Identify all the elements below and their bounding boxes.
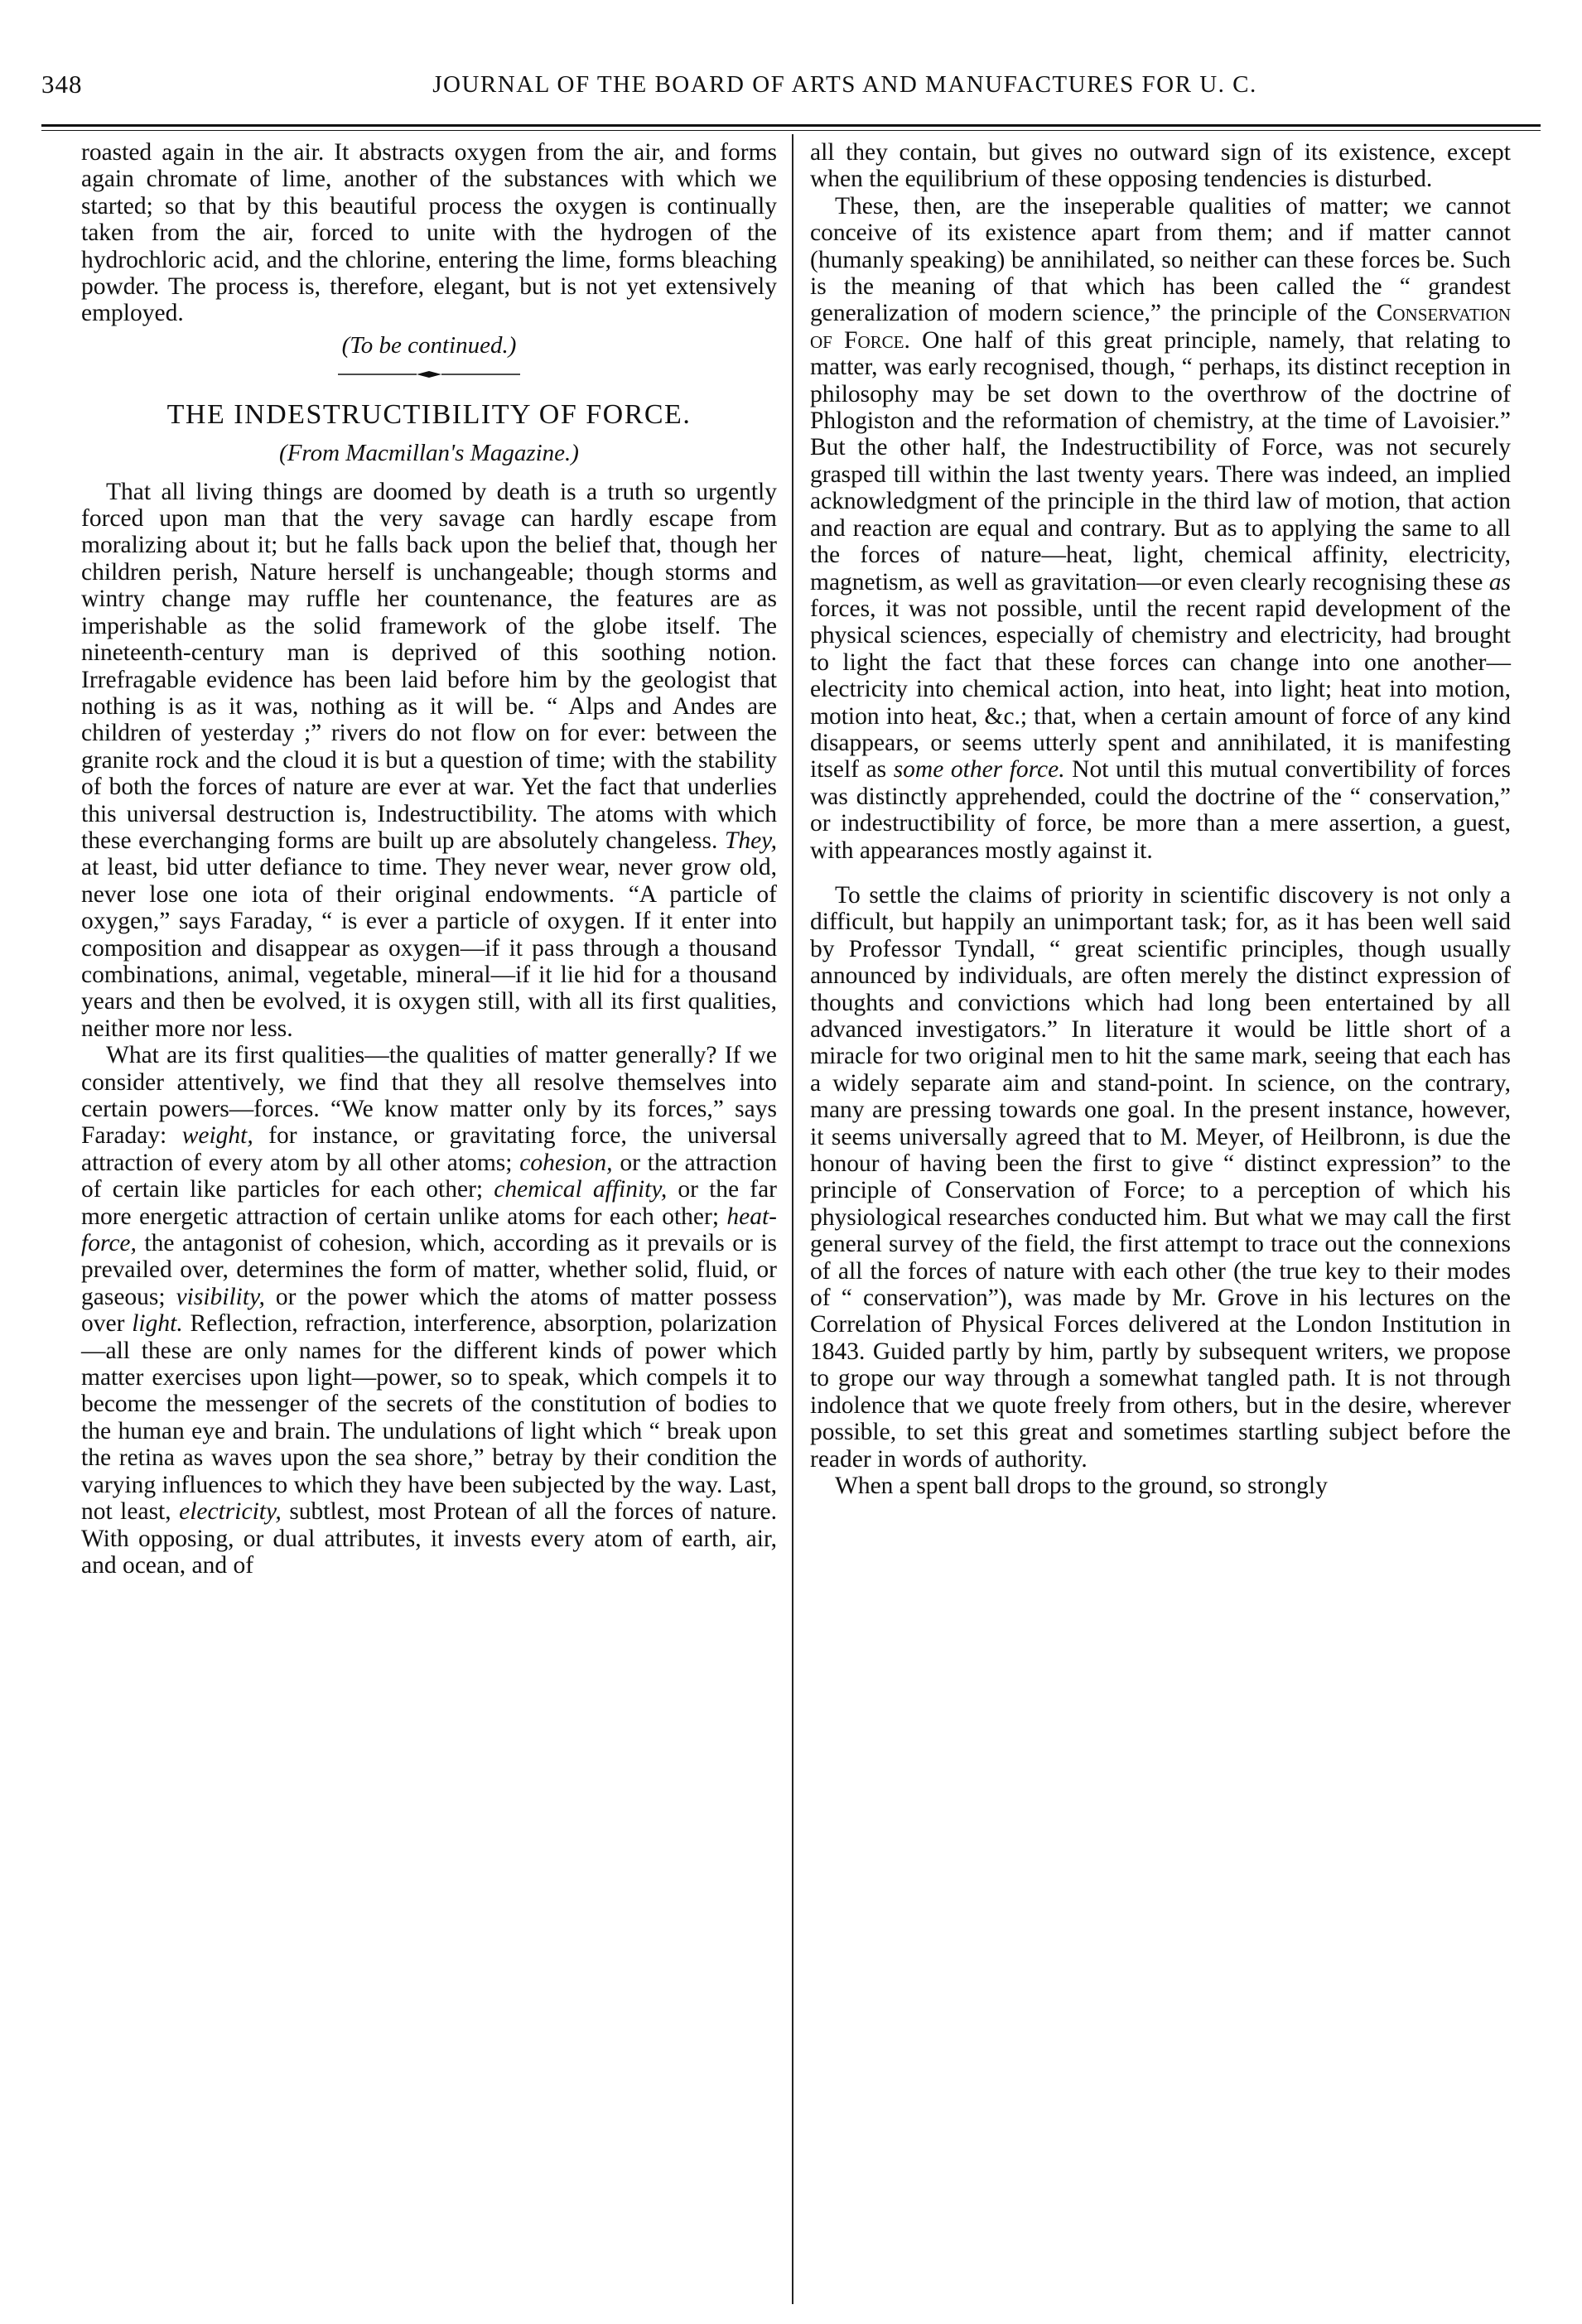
body-paragraph: When a spent ball drops to the ground, so strongly	[835, 1472, 1328, 1499]
body-paragraph: That all living things are doomed by death is a truth so urgently forced upon man that the very savage can hardly escape from moralizing about it; but he falls back upon the belief that, though her children perish, Nature herself is unchangeable; though storms and wintry change may ruffle her countenance, the features are as imperishable as the solid framework of the globe itself. The nineteenth-century man is deprived of this soothing notion. Irrefragable evidence has been laid before him by the geologist that nothing is as it was, nothing as it will be. “ Alps and Andes are children of yesterday ;” rivers do not flow on for ever: between the granite rock and the cloud it is but a question of time; with the stability of both the forces of nature are ever at war. Yet the fact that underlies this universal destruction is, Indestructibility. The atoms with which these everchanging forms are built up are absolutely changeless. They, at least, bid utter defiance to time. They never wear, never grow old, never lose one iota of their original endowments. “A particle of oxygen,” says Faraday, “ is ever a particle of oxygen. If it enter into composition and disappear as oxygen—if it pass through a thousand combinations, animal, vegetable, mineral—if it lie hid for a thousand years and then be evolved, it is oxygen still, with all its first qualities, neither more nor less.	[81, 478, 778, 1042]
continued-paragraph: roasted again in the air. It abstracts oxygen from the air, and forms again chromate of lime, another of the substances with which we started; so that by this beautiful process the oxygen is continually taken from the air, forced to unite with the hydrogen of the hydrochloric acid, and the chlorine, entering the lime, forms bleaching powder. The process is, therefore, elegant, but is not yet extensively employed.	[81, 139, 777, 327]
article-title: THE INDESTRUCTIBILITY OF FORCE.	[166, 399, 692, 431]
running-title: JOURNAL OF THE BOARD OF ARTS AND MANUFACTURES FOR U. C.	[432, 71, 1257, 98]
column-divider	[792, 134, 793, 2304]
header-rule	[41, 124, 1541, 127]
ornament-divider-icon	[338, 370, 520, 378]
page-number: 348	[41, 70, 83, 99]
continued-note: (To be continued.)	[341, 331, 517, 359]
header-rule-thin	[41, 130, 1541, 131]
right-column	[810, 139, 1511, 1499]
page-header	[41, 68, 1541, 118]
body-paragraph: These, then, are the inseperable qualities of matter; we cannot conceive of its existence apart from them; and if matter cannot (humanly speaking) be annihilated, so neither can these forces be. Such is the meaning of that which has been called the “ grandest generalization of modern science,” the principle of the Conservation of Force. One half of this great principle, namely, that relating to matter, was early recognised, though, “ perhaps, its distinct reception in philosophy may be set down to the overthrow of the doctrine of Phlogiston and the reformation of chemistry, at the time of Lavoisier.” But the other half, the Indestructibility of Force, was not securely grasped till within the last twenty years. There was indeed, an implied acknowledgment of the principle in the third law of motion, that action and reaction are equal and contrary. But as to applying the same to all the forces of nature—heat, light, chemical affinity, electricity, magnetism, as well as gravitation—or even clearly recognising these as forces, it was not possible, until the recent rapid development of the physical sciences, especially of chemistry and electricity, had brought to light the fact that these forces can change into one another—electricity into chemical action, into heat, into light; heat into motion, motion into heat, &c.; that, when a certain amount of force of any kind disappears, or seems utterly spent and annihilated, it is manifesting itself as some other force. Not until this mutual convertibility of forces was distinctly apprehended, could the doctrine of the “ conservation,” or indestructibility of force, be more than a mere assertion, a guest, with appearances mostly against it.	[810, 192, 1512, 864]
article-source: (From Macmillan's Magazine.)	[279, 440, 579, 467]
left-column	[81, 139, 777, 1579]
body-paragraph: To settle the claims of priority in scientific discovery is not only a difficult, but happily an unimportant task; for, as it has been well said by Professor Tyndall, “ great scientific principles, though usually announced by individuals, are often merely the distinct expression of thoughts and convictions which had long been entertained by all advanced investigators.” In literature it would be little short of a miracle for two original men to hit the same mark, seeing that each has a widely separate aim and stand-point. In science, on the contrary, many are pressing towards one goal. In the present instance, however, it seems universally agreed that to M. Meyer, of Heilbronn, is due the honour of having been the first to give “ distinct expression” to the principle of Conservation of Force; to a perception of which his physiological researches conducted him. But what we may call the first general survey of the field, the first attempt to trace out the connexions of all the forces of nature with each other (the true key to their modes of “ conservation”), was made by Mr. Grove in his lectures on the Correlation of Physical Forces delivered at the London Institution in 1843. Guided partly by him, partly by subsequent writers, we propose to grope our way through a somewhat tangled path. It is not through indolence that we quote freely from others, but in the desire, wherever possible, to set this great and sometimes startling subject before the reader in words of authority.	[810, 881, 1511, 1473]
body-paragraph: all they contain, but gives no outward sign of its existence, except when the equilibrium of these opposing tendencies is disturbed.	[810, 139, 1511, 193]
body-paragraph: What are its first qualities—the qualities of matter generally? If we consider attentively, we find that they all resolve themselves into certain powers—forces. “We know matter only by its forces,” says Faraday: weight, for instance, or gravitating force, the universal attraction of every atom by all other atoms; cohesion, or the attraction of certain like particles for each other; chemical affinity, or the far more energetic attraction of certain unlike atoms for each other; heat-force, the antagonist of cohesion, which, according as it prevails or is prevailed over, determines the form of matter, whether solid, fluid, or gaseous; visibility, or the power which the atoms of matter possess over light. Reflection, refraction, interference, absorption, polarization—all these are only names for the different kinds of power which matter exercises upon light—power, so to speak, which compels it to become the messenger of the secrets of the constitution of bodies to the human eye and brain. The undulations of light which “ break upon the retina as waves upon the sea shore,” betray by their condition the varying influences to which they have been subjected by the way. Last, not least, electricity, subtlest, most Protean of all the forces of nature. With opposing, or dual attributes, it invests every atom of earth, air, and ocean, and of	[81, 1042, 778, 1579]
